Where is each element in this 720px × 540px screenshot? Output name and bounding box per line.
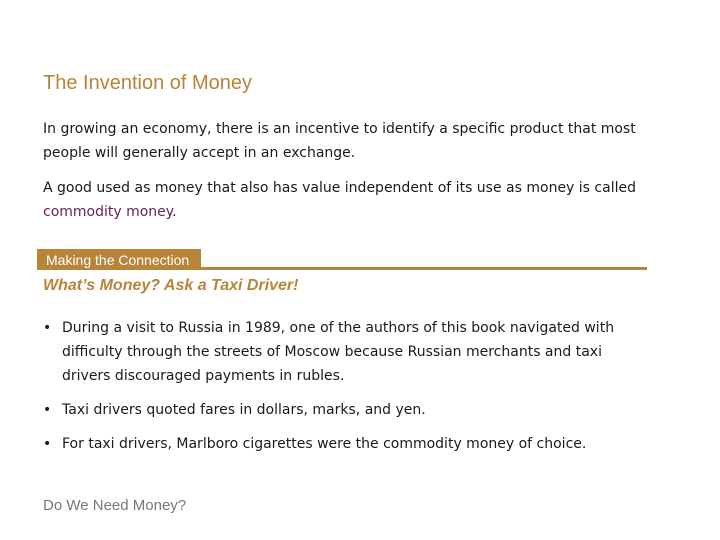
definition-paragraph [43,176,653,224]
bullet-icon: • [43,320,52,336]
list-item [43,316,643,388]
bullet-icon: • [43,436,52,452]
banner-label: Making the Connection [37,249,201,268]
bullet-text: Taxi drivers quoted fares in dollars, marks, and yen. [62,402,426,418]
connection-subtitle: What’s Money? Ask a Taxi Driver! [43,277,299,294]
bullet-icon: • [43,402,52,418]
definition-text: A good used as money that also has value independent of its use as money is called [43,180,636,196]
footer-title: Do We Need Money? [43,497,187,514]
list-item [43,432,643,456]
definition-end: . [172,204,177,220]
bullet-text: For taxi drivers, Marlboro cigarettes were the commodity money of choice. [62,436,587,452]
bullet-text: During a visit to Russia in 1989, one of the authors of this book navigated with difficulty through the streets of Moscow because Russian merchants and taxi drivers discouraged payments in rubles. [62,320,615,384]
slide-title: The Invention of Money [43,72,253,94]
key-term: commodity money [43,204,173,220]
connection-banner [37,249,647,271]
list-item [43,398,643,422]
intro-paragraph: In growing an economy, there is an incentive to identify a specific product that most people will generally accept in an exchange. [43,121,636,161]
bullet-list [43,316,643,466]
